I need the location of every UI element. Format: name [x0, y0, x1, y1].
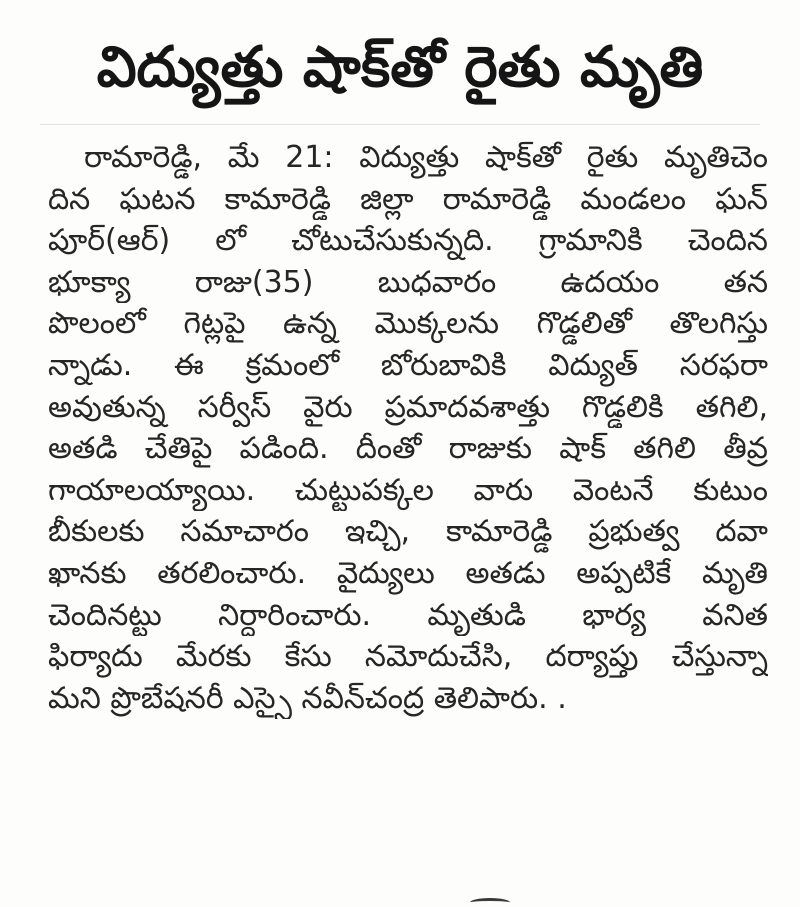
article-line: దిన ఘటన కామారెడ్డి జిల్లా రామారెడ్డి మండలం ఘన్ [48, 181, 768, 217]
article-line: న్నాడు. ఈ క్రమంలో బోరుబావికి విద్యుత్ సరఫరా [48, 347, 768, 383]
article-line: గాయాలయ్యాయి. చుట్టుపక్కల వారు వెంటనే కుటుం [48, 472, 768, 508]
article-line: మని ప్రొబేషనరీ ఎస్సై నవీన్‌చంద్ర తెలిపారు. . [48, 680, 567, 716]
headline-divider [40, 124, 760, 125]
article-line: చెందినట్టు నిర్ధారించారు. మృతుడి భార్య వనిత [48, 597, 768, 633]
article-body [48, 137, 768, 719]
article-line: పొలంలో గెట్లపై ఉన్న మొక్కలను గొడ్డలితో తొలగిస్తు [48, 306, 768, 342]
cropped-glyph-fragment-bottom [470, 898, 510, 907]
article-line: ఫిర్యాదు మేరకు కేసు నమోదుచేసి, దర్యాప్తు చేస్తున్నా [48, 639, 768, 675]
article-headline: విద్యుత్తు షాక్‌తో రైతు మృతి [96, 35, 704, 100]
article-line: ఖానకు తరలించారు. వైద్యులు అతడు అప్పటికే మృతి [48, 555, 768, 591]
cropped-text-fragment-top [0, 0, 800, 6]
article-line: రామారెడ్డి, మే 21: విద్యుత్తు షాక్‌తో రైతు మృతిచెం [84, 140, 768, 175]
article-line: పూర్(ఆర్) లో చోటుచేసుకున్నది. గ్రామానికి చెందిన [48, 223, 768, 259]
article-line: అవుతున్న సర్వీస్ వైరు ప్రమాదవశాత్తు గొడ్డలికి తగిలి, [48, 389, 768, 425]
article-line: అతడి చేతిపై పడింది. దీంతో రాజుకు షాక్ తగిలి తీవ్ర [48, 431, 768, 467]
article-line: బీకులకు సమాచారం ఇచ్చి, కామారెడ్డి ప్రభుత్వ దవా [48, 514, 768, 550]
article-line: భూక్యా రాజు(35) బుధవారం ఉదయం తన [48, 264, 768, 300]
